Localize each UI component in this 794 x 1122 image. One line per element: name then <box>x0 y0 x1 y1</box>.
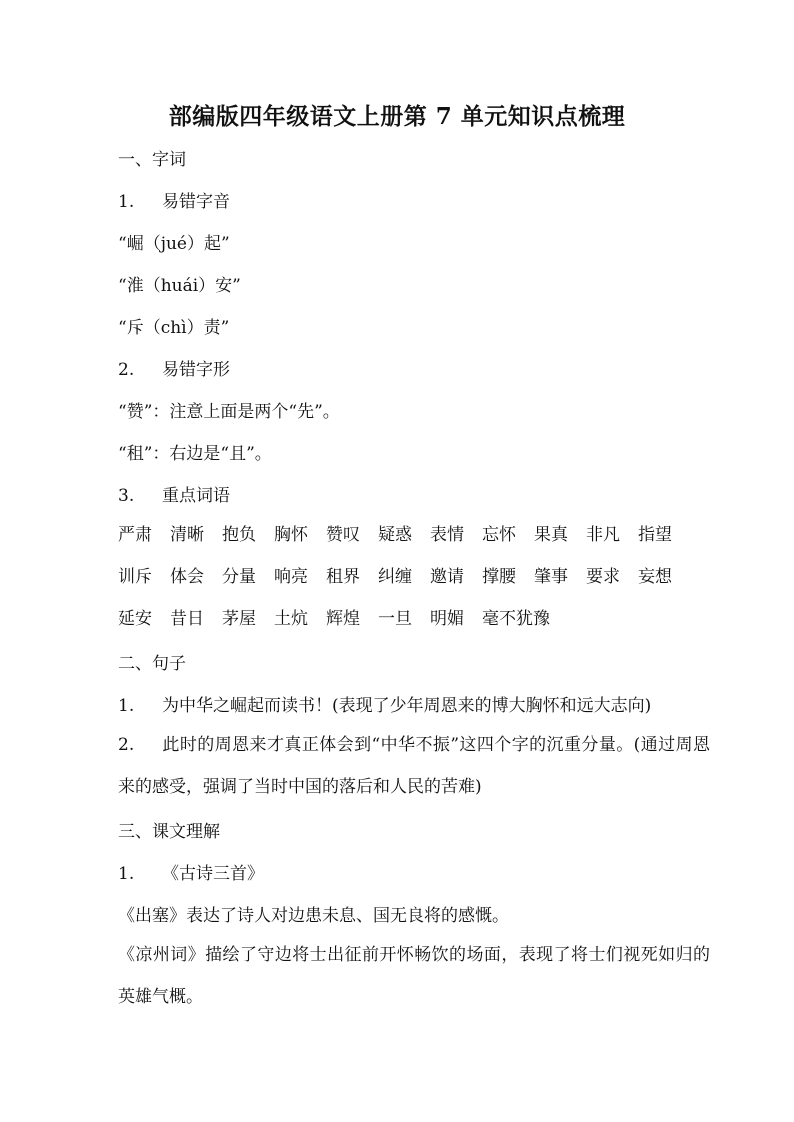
subheading-glyph-shape <box>118 358 718 382</box>
poem-note: 《凉州词》描绘了守边将士出征前开怀畅饮的场面，表现了将士们视死如归的英雄气概。 <box>118 945 710 1007</box>
key-word: 纠缠 <box>378 567 412 587</box>
key-word: 疑惑 <box>378 525 412 545</box>
item-number: 1. <box>118 192 135 212</box>
pronunciation-item: “崛（jué）起” <box>118 234 230 254</box>
item-number: 3. <box>118 486 135 506</box>
sentence-text: 为中华之崛起而读书！(表现了少年周恩来的博大胸怀和远大志向) <box>162 696 652 716</box>
subheading-poems <box>118 862 718 886</box>
sentence-text: 此时的周恩来才真正体会到“中华不振”这四个字的沉重分量。(通过周恩来的感受，强调了当时中国的落后和人民的苦难) <box>118 735 710 797</box>
subheading-pronunciation <box>118 190 718 214</box>
key-word: 抱负 <box>222 525 256 545</box>
key-word: 明媚 <box>430 609 464 629</box>
key-word: 严肃 <box>118 525 152 545</box>
key-word: 一旦 <box>378 609 412 629</box>
subheading-label: 易错字形 <box>162 360 230 380</box>
glyph-shape-item: “赞”：注意上面是两个“先”。 <box>118 402 340 422</box>
key-word: 昔日 <box>170 609 204 629</box>
key-word: 肇事 <box>534 567 568 587</box>
section-heading-words: 一、字词 <box>118 150 186 170</box>
key-word: 租界 <box>326 567 360 587</box>
key-word: 响亮 <box>274 567 308 587</box>
key-word: 毫不犹豫 <box>482 609 550 629</box>
key-word: 赞叹 <box>326 525 360 545</box>
key-word: 清晰 <box>170 525 204 545</box>
key-word: 忘怀 <box>482 525 516 545</box>
key-word: 分量 <box>222 567 256 587</box>
document-title: 部编版四年级语文上册第 7 单元知识点梳理 <box>168 103 626 130</box>
pronunciation-item: “斥（chì）责” <box>118 318 230 338</box>
subheading-key-words <box>118 484 718 508</box>
key-word: 体会 <box>170 567 204 587</box>
key-word: 辉煌 <box>326 609 360 629</box>
poem-note: 《出塞》表达了诗人对边患未息、国无良将的感慨。 <box>118 906 509 926</box>
key-word: 训斥 <box>118 567 152 587</box>
key-word: 撑腰 <box>482 567 516 587</box>
section-heading-text-understanding: 三、课文理解 <box>118 822 220 842</box>
item-number: 1. <box>118 864 135 884</box>
key-word: 胸怀 <box>274 525 308 545</box>
pronunciation-item: “淮（huái）安” <box>118 276 241 296</box>
key-word: 延安 <box>118 609 152 629</box>
key-word-list <box>118 514 718 640</box>
key-word: 表情 <box>430 525 464 545</box>
key-word: 妄想 <box>638 567 672 587</box>
section-heading-sentences: 二、句子 <box>118 654 186 674</box>
key-word: 茅屋 <box>222 609 256 629</box>
subheading-label: 重点词语 <box>162 486 230 506</box>
key-word: 要求 <box>586 567 620 587</box>
key-word: 指望 <box>638 525 672 545</box>
sentence-item <box>118 694 718 718</box>
key-word: 非凡 <box>586 525 620 545</box>
key-word: 邀请 <box>430 567 464 587</box>
key-word: 果真 <box>534 525 568 545</box>
sentence-item <box>118 724 710 808</box>
subheading-label: 《古诗三首》 <box>162 864 264 884</box>
item-number: 2. <box>118 735 135 755</box>
glyph-shape-item: “租”：右边是“且”。 <box>118 444 272 464</box>
item-number: 2. <box>118 360 135 380</box>
subheading-label: 易错字音 <box>162 192 230 212</box>
item-number: 1. <box>118 696 135 716</box>
key-word: 土炕 <box>274 609 308 629</box>
